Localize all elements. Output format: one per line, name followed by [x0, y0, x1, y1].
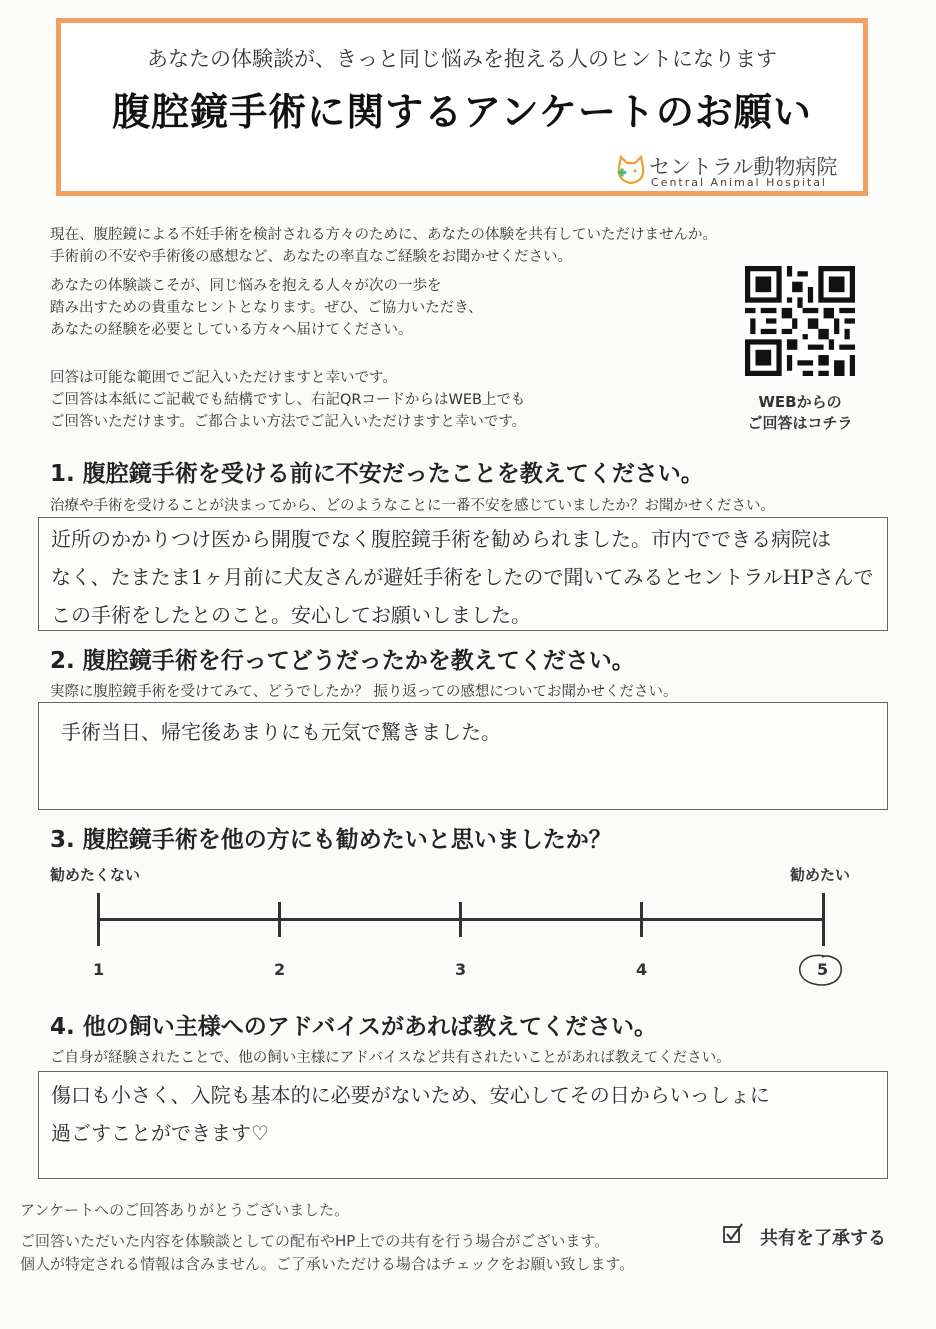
scale-left-label: 勧めたくない [50, 866, 141, 884]
qr-code[interactable] [745, 266, 855, 376]
scale-tick-3[interactable] [459, 902, 462, 937]
q3-title: 3. 腹腔鏡手術を他の方にも勧めたいと思いましたか？ [50, 827, 612, 853]
q2-title: 2. 腹腔鏡手術を行ってどうだったかを教えてください。 [50, 648, 635, 674]
q4-title: 4. 他の飼い主様へのアドバイスがあれば教えてください。 [50, 1014, 658, 1040]
q2-answer-box[interactable] [38, 702, 888, 810]
consent-label: 共有を了承する [760, 1228, 886, 1249]
selected-rating-circle [794, 950, 850, 992]
intro-paragraph-3: 回答は可能な範囲でご記入いただけますと幸いです。 ご回答は本紙にご記載でも結構ですし、右記QRコードからはWEB上でも ご回答いただけます。ご都合よい方法でご記入いただけますと幸いです。 [50, 370, 527, 430]
q1-subtitle: 治療や手術を受けることが決まってから、どのようなことに一番不安を感じていましたか？お聞かせください。 [50, 498, 775, 514]
consent-note-2: 個人が特定される情報は含みません。ご了承いただける場合はチェックをお願い致します。 [20, 1255, 635, 1273]
scale-tick-4[interactable] [640, 902, 643, 937]
scale-number-5: 5 [817, 960, 829, 979]
hospital-name: セントラル動物病院 [649, 155, 838, 179]
qr-caption: WEBからの ご回答はコチラ [747, 393, 853, 432]
intro-paragraph-2: あなたの体験談こそが、同じ悩みを抱える人々が次の一歩を 踏み出すための貴重なヒントとなります。ぜひ、ご協力いただき、 あなたの経験を必要としている方々へ届けてください。 [50, 278, 483, 338]
q4-answer-box[interactable] [38, 1071, 888, 1179]
scale-number-4: 4 [636, 960, 648, 979]
header-subtitle: あなたの体験談が、きっと同じ悩みを抱える人のヒントになります [147, 47, 777, 71]
scale-right-label: 勧めたい [790, 866, 851, 884]
scale-number-3: 3 [455, 960, 467, 979]
scale-number-2: 2 [274, 960, 286, 979]
scale-number-1: 1 [93, 960, 105, 979]
hospital-name-en: Central Animal Hospital [651, 176, 827, 189]
consent-checkbox[interactable] [722, 1222, 742, 1242]
cat-logo-icon [615, 153, 647, 187]
q1-title: 1. 腹腔鏡手術を受ける前に不安だったことを教えてください。 [50, 461, 704, 487]
q4-subtitle: ご自身が経験されたことで、他の飼い主様にアドバイスなど共有されたいことがあれば教えてください。 [50, 1050, 731, 1066]
page-title: 腹腔鏡手術に関するアンケートのお願い [112, 90, 812, 134]
checkmark-icon [722, 1222, 746, 1246]
intro-paragraph-1: 現在、腹腔鏡による不妊手術を検討される方々のために、あなたの体験を共有していただけませんか。 手術前の不安や手術後の感想など、あなたの率直なご経験をお聞かせください。 [50, 227, 717, 265]
thanks-text: アンケートへのご回答ありがとうございました。 [20, 1201, 350, 1219]
scale-tick-2[interactable] [278, 902, 281, 937]
q2-answer: 手術当日、帰宅後あまりにも元気で驚きました。 [61, 720, 501, 744]
scale-tick-5[interactable] [822, 893, 825, 946]
q1-answer: 近所のかかりつけ医から開腹でなく腹腔鏡手術を勧められました。市内でできる病院は なく、たまたま1ヶ月前に犬友さんが避妊手術をしたので聞いてみるとセントラルHPさんで この手術をしたとのこと。安心してお願いしました。 [51, 527, 874, 627]
q2-subtitle: 実際に腹腔鏡手術を受けてみて、どうでしたか？ 振り返っての感想についてお聞かせください。 [50, 684, 678, 700]
hospital-logo [615, 151, 845, 191]
consent-note-1: ご回答いただいた内容を体験談としての配布やHP上での共有を行う場合がございます。 [20, 1232, 610, 1250]
q4-answer: 傷口も小さく、入院も基本的に必要がないため、安心してその日からいっしょに 過ごすことができます♡ [51, 1083, 770, 1145]
header-banner [56, 18, 868, 196]
scale-tick-1[interactable] [97, 893, 100, 946]
q1-answer-box[interactable] [38, 517, 888, 631]
